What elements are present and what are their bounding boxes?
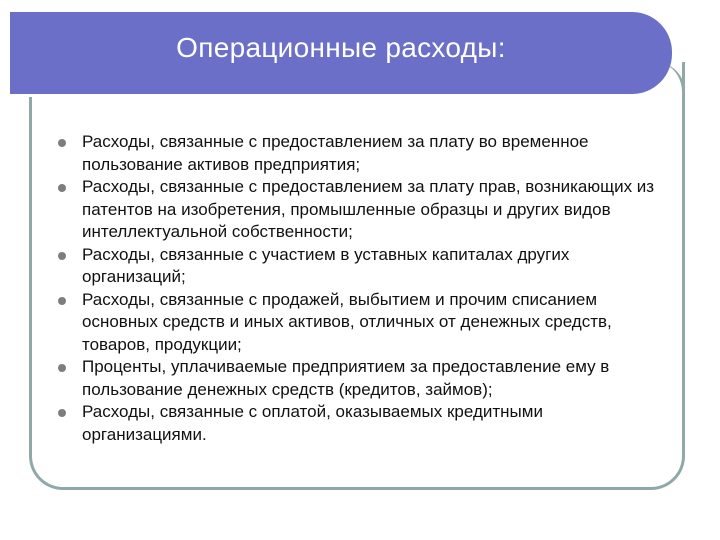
bullet-text: Расходы, связанные с продажей, выбытием и прочим списанием основных средств и иных активов, отличных от денежных средств, товаров, продукции; — [82, 289, 612, 354]
bullet-text: Расходы, связанные с предоставлением за плату прав, возникающих из патентов на изобретения, промышленные образцы и других видов интеллектуальной собственности; — [82, 177, 655, 241]
slide-title: Операционные расходы: — [176, 32, 506, 63]
bullet-item — [58, 176, 668, 244]
bullet-text: Расходы, связанные с предоставлением за плату во временное пользование активов предприятия; — [82, 132, 589, 174]
bullet-item — [58, 131, 668, 176]
bullet-icon — [58, 364, 66, 372]
bullet-item — [58, 244, 668, 289]
bullet-text: Расходы, связанные с участием в уставных капиталах других организаций; — [82, 244, 570, 286]
bullet-text: Расходы, связанные с оплатой, оказываемых кредитными организациями. — [82, 402, 543, 444]
bullet-icon — [58, 184, 66, 192]
bullet-icon — [58, 297, 66, 305]
bullet-item — [58, 356, 668, 401]
title-divider — [10, 94, 638, 97]
bullet-item — [58, 401, 668, 446]
bullet-icon — [58, 409, 66, 417]
bullet-item — [58, 289, 668, 357]
bullet-text: Проценты, уплачиваемые предприятием за предоставление ему в пользование денежных средств (кредитов, займов); — [82, 357, 610, 399]
bullet-icon — [58, 252, 66, 260]
bullet-list — [58, 131, 668, 446]
bullet-icon — [58, 139, 66, 147]
